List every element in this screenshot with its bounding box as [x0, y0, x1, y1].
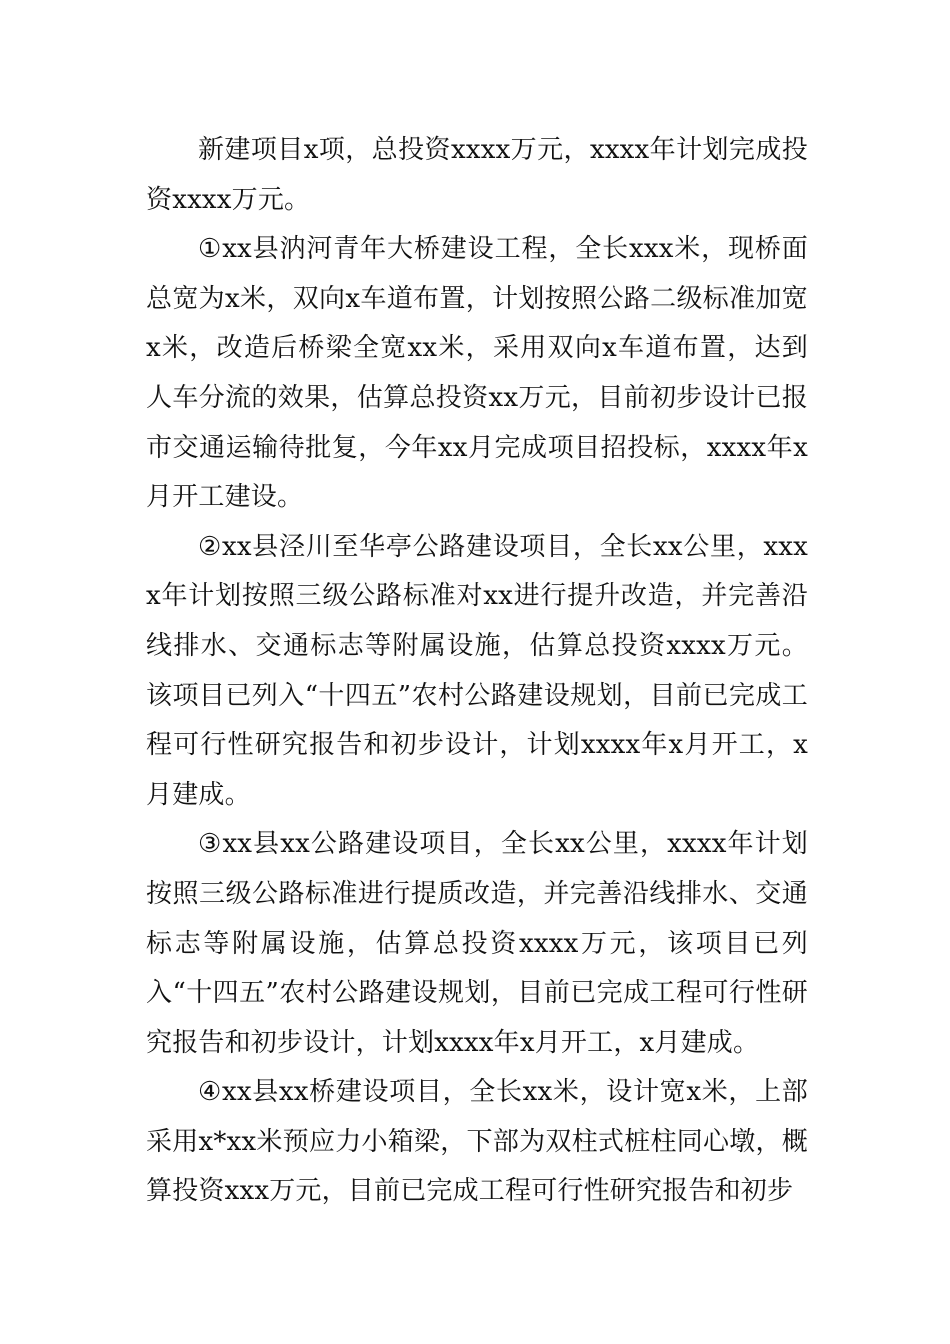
paragraph-new-projects-summary: 新建项目x项，总投资xxxx万元，xxxx年计划完成投资xxxx万元。	[146, 135, 808, 215]
paragraph-project-4-bridge: ④xx县xx桥建设项目，全长xx米，设计宽x米，上部采用x*xx米预应力小箱梁，下部为双柱式桩柱同心墩，概算投资xxx万元，目前已完成工程可行性研究报告和初步	[146, 1077, 808, 1207]
paragraph-project-2-road: ②xx县泾川至华亭公路建设项目，全长xx公里，xxxx年计划按照三级公路标准对xx进行提升改造，并完善沿线排水、交通标志等附属设施，估算总投资xxxx万元。该项目已列入“十四五”农村公路建设规划，目前已完成工程可行性研究报告和初步设计，计划xxxx年x月开工，x月建成。	[146, 531, 808, 810]
document-body	[146, 126, 808, 1217]
paragraph-project-3-road: ③xx县xx公路建设项目，全长xx公里，xxxx年计划按照三级公路标准进行提质改造，并完善沿线排水、交通标志等附属设施，估算总投资xxxx万元，该项目已列入“十四五”农村公路建设规划，目前已完成工程可行性研究报告和初步设计，计划xxxx年x月开工，x月建成。	[146, 829, 808, 1058]
paragraph-project-1-bridge: ①xx县汭河青年大桥建设工程，全长xxx米，现桥面总宽为x米，双向x车道布置，计划按照公路二级标准加宽x米，改造后桥梁全宽xx米，采用双向x车道布置，达到人车分流的效果，估算总投资xx万元，目前初步设计已报市交通运输待批复，今年xx月完成项目招投标，xxxx年x月开工建设。	[146, 234, 808, 513]
